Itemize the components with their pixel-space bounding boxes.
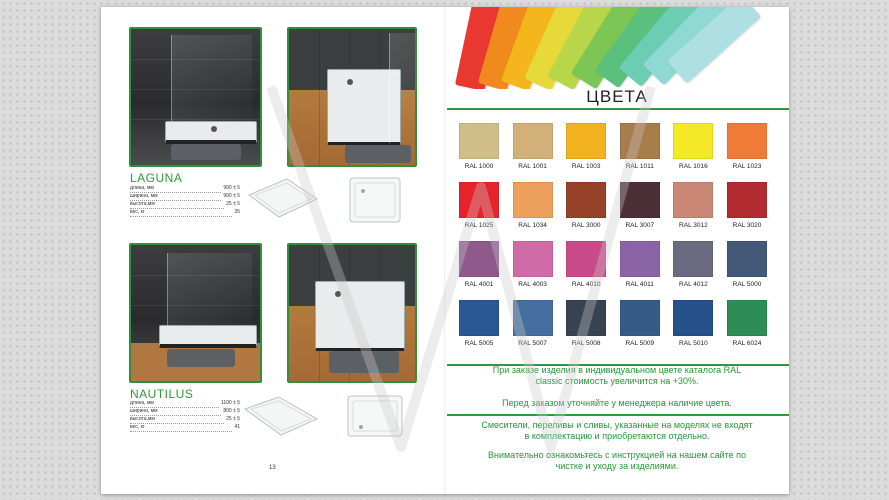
nautilus-title: NAUTILUS <box>130 387 194 401</box>
swatch-label: RAL 3007 <box>625 222 655 229</box>
swatch-label: RAL 1025 <box>464 222 494 229</box>
color-swatch <box>727 300 767 336</box>
swatch-label: RAL 4012 <box>679 281 708 288</box>
swatch-label: RAL 6024 <box>732 340 762 347</box>
spec-value: 1100 ± 5 <box>220 400 240 406</box>
color-swatch <box>620 300 660 336</box>
swatch-label: RAL 1016 <box>679 163 708 170</box>
swatch-label: RAL 1003 <box>571 163 601 170</box>
right-page <box>445 7 789 494</box>
color-swatch <box>727 241 767 277</box>
swatch-label: RAL 5005 <box>464 340 494 347</box>
note-price: При заказе изделия в индивидуальном цвете каталога RAL classic стоимость увеличится на +30%. <box>492 365 742 386</box>
color-swatch <box>459 300 499 336</box>
spec-label: ширина, мм <box>130 193 221 201</box>
swatch-label: RAL 3000 <box>571 222 601 229</box>
swatch-label: RAL 3020 <box>732 222 762 229</box>
catalog-spread <box>101 7 789 494</box>
color-swatch <box>566 123 606 159</box>
swatch-label: RAL 5010 <box>679 340 708 347</box>
spec-label: длина, мм <box>130 400 219 408</box>
color-swatch <box>620 123 660 159</box>
title-divider <box>447 108 789 110</box>
laguna-photo-floor <box>287 27 417 167</box>
nautilus-photo-floor <box>287 243 417 383</box>
left-page <box>101 7 445 494</box>
nautilus-specs <box>130 400 240 432</box>
color-swatch <box>513 123 553 159</box>
swatch-label: RAL 1000 <box>464 163 494 170</box>
swatch-label: RAL 1034 <box>518 222 547 229</box>
laguna-photo-cabin <box>129 27 262 167</box>
laguna-tray-iso-drawing <box>245 175 321 221</box>
swatch-label: RAL 5000 <box>732 281 762 288</box>
note-care: Внимательно ознакомьтесь с инструкцией на нашем сайте по чистке и уходу за изделиями. <box>487 450 747 471</box>
spec-label: вес, кг <box>130 209 232 217</box>
spec-value: 800 ± 5 <box>223 408 240 414</box>
swatch-label: RAL 5009 <box>625 340 655 347</box>
swatch-label: RAL 5008 <box>571 340 601 347</box>
section-divider <box>447 414 789 416</box>
note-availability: Перед заказом уточняйте у менеджера наличие цвета. <box>502 398 732 408</box>
color-swatch <box>620 241 660 277</box>
spec-label: ширина, мм <box>130 408 221 416</box>
nautilus-tray-iso-drawing <box>241 393 321 439</box>
page-number: 13 <box>269 465 276 471</box>
swatch-label: RAL 5007 <box>518 340 547 347</box>
nautilus-photo-cabin <box>129 243 262 383</box>
spec-value: 25 ± 5 <box>226 416 240 422</box>
spec-value: 41 <box>234 424 240 430</box>
swatch-label: RAL 4003 <box>518 281 547 288</box>
swatch-label: RAL 1023 <box>732 163 762 170</box>
note-fittings: Смесители, переливы и сливы, указанные на моделях не входят в комплектацию и приобретаются отдельно. <box>481 420 753 441</box>
spec-label: вес, кг <box>130 424 232 432</box>
color-swatch <box>673 300 713 336</box>
color-swatch <box>727 182 767 218</box>
color-swatch <box>459 182 499 218</box>
color-swatch <box>513 241 553 277</box>
color-swatch <box>566 182 606 218</box>
color-swatch <box>673 241 713 277</box>
spec-value: 900 ± 5 <box>223 185 240 191</box>
colors-title: ЦВЕТА <box>586 87 648 106</box>
color-swatch <box>727 123 767 159</box>
color-swatch <box>673 182 713 218</box>
laguna-title: LAGUNA <box>130 171 183 185</box>
swatch-label: RAL 4001 <box>464 281 494 288</box>
laguna-specs <box>130 185 240 217</box>
color-swatch <box>566 300 606 336</box>
color-swatch <box>566 241 606 277</box>
spec-value: 25 ± 5 <box>226 201 240 207</box>
color-fan-banner <box>445 7 789 89</box>
color-swatch <box>459 123 499 159</box>
color-swatch <box>620 182 660 218</box>
color-swatch <box>513 300 553 336</box>
swatch-label: RAL 3012 <box>679 222 708 229</box>
laguna-tray-top-drawing <box>347 175 403 225</box>
color-swatch <box>459 241 499 277</box>
color-swatch <box>513 182 553 218</box>
nautilus-tray-top-drawing <box>345 393 405 439</box>
spec-label: длина, мм <box>130 185 221 193</box>
spec-value: 35 <box>234 209 240 215</box>
spec-label: высота,мм <box>130 416 224 424</box>
spec-label: высота,мм <box>130 201 224 209</box>
swatch-label: RAL 1011 <box>625 163 654 170</box>
swatch-label: RAL 4011 <box>625 281 654 288</box>
color-swatch <box>673 123 713 159</box>
swatch-label: RAL 4010 <box>571 281 601 288</box>
spec-value: 900 ± 5 <box>223 193 240 199</box>
swatch-label: RAL 1001 <box>518 163 547 170</box>
